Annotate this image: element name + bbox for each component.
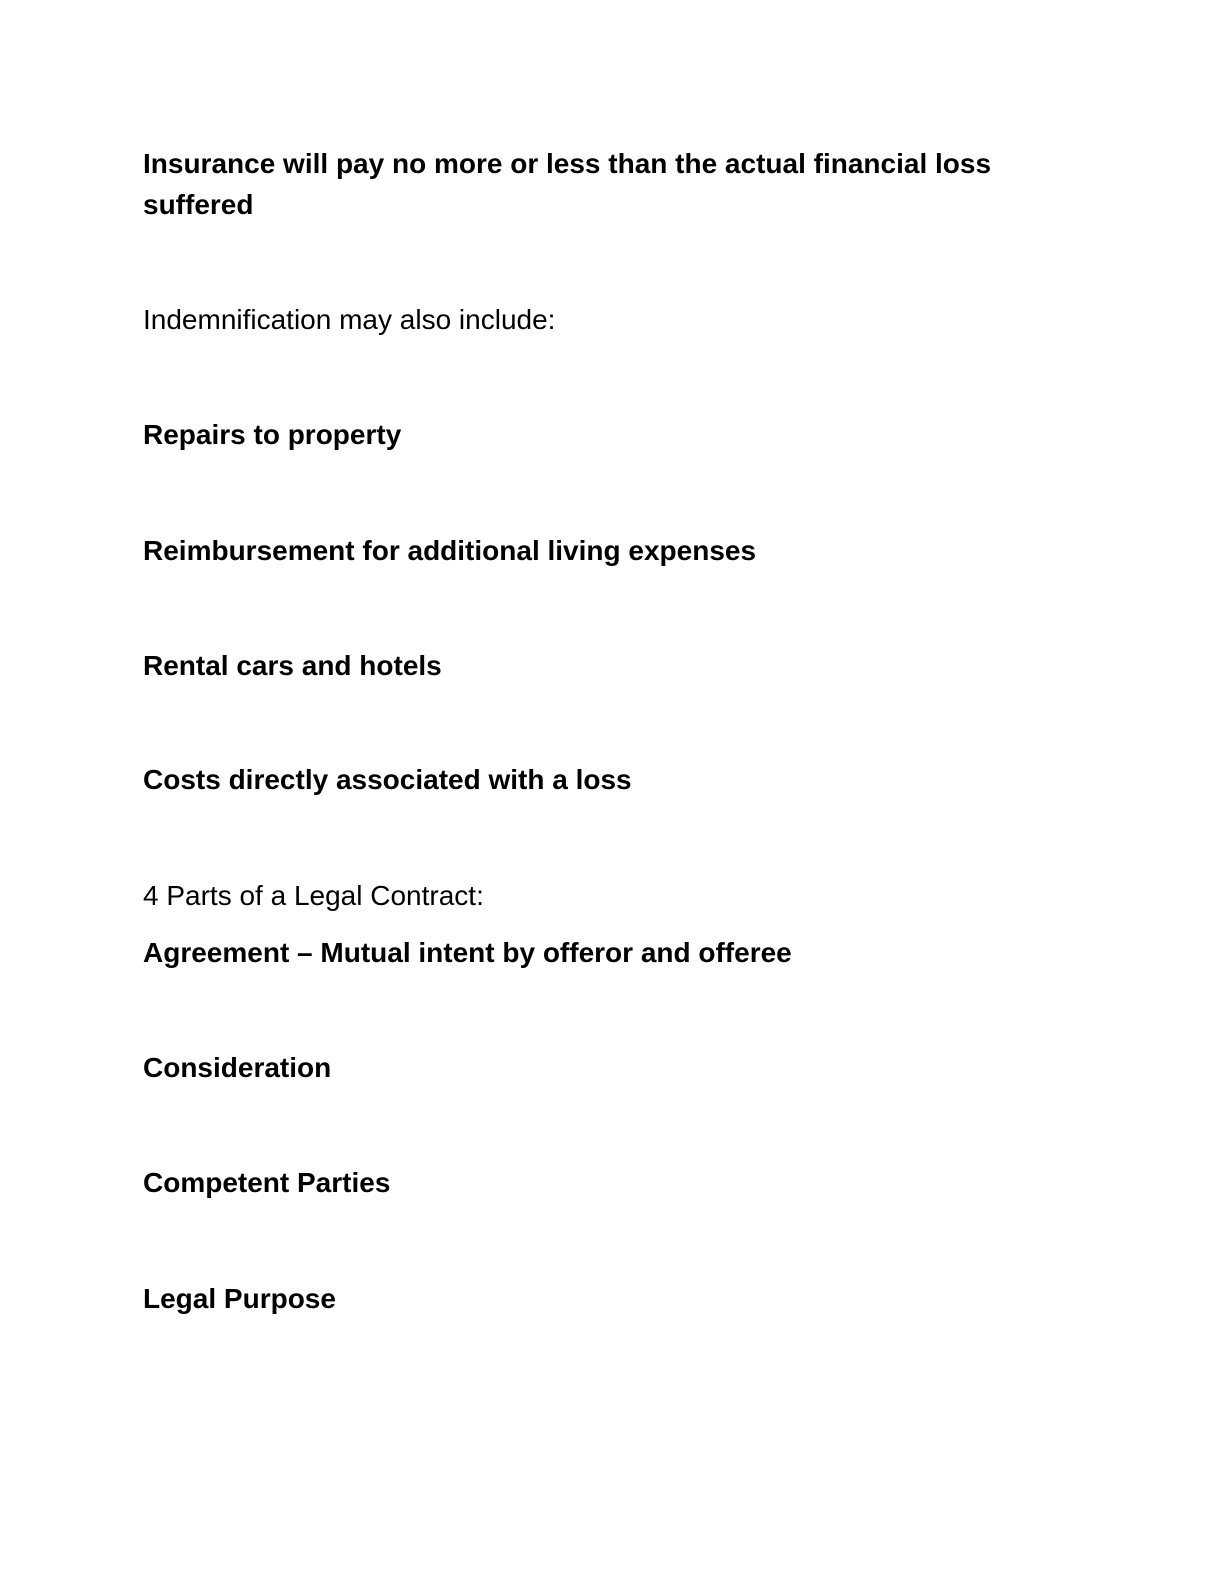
- contract-part-competent-parties: Competent Parties: [143, 1167, 391, 1198]
- contract-part-agreement: Agreement – Mutual intent by offeror and offeree: [143, 937, 792, 968]
- indemnification-item: Rental cars and hotels: [143, 650, 442, 681]
- principle-statement-line-2: suffered: [143, 189, 254, 220]
- contract-intro: 4 Parts of a Legal Contract:: [143, 880, 484, 911]
- indemnification-item: Repairs to property: [143, 419, 402, 450]
- contract-part-consideration: Consideration: [143, 1052, 332, 1083]
- indemnification-item: Costs directly associated with a loss: [143, 764, 632, 795]
- contract-part-legal-purpose: Legal Purpose: [143, 1283, 336, 1314]
- indemnification-item: Reimbursement for additional living expenses: [143, 535, 757, 566]
- principle-statement-line-1: Insurance will pay no more or less than the actual financial loss: [143, 148, 992, 179]
- indemnification-intro: Indemnification may also include:: [143, 304, 556, 335]
